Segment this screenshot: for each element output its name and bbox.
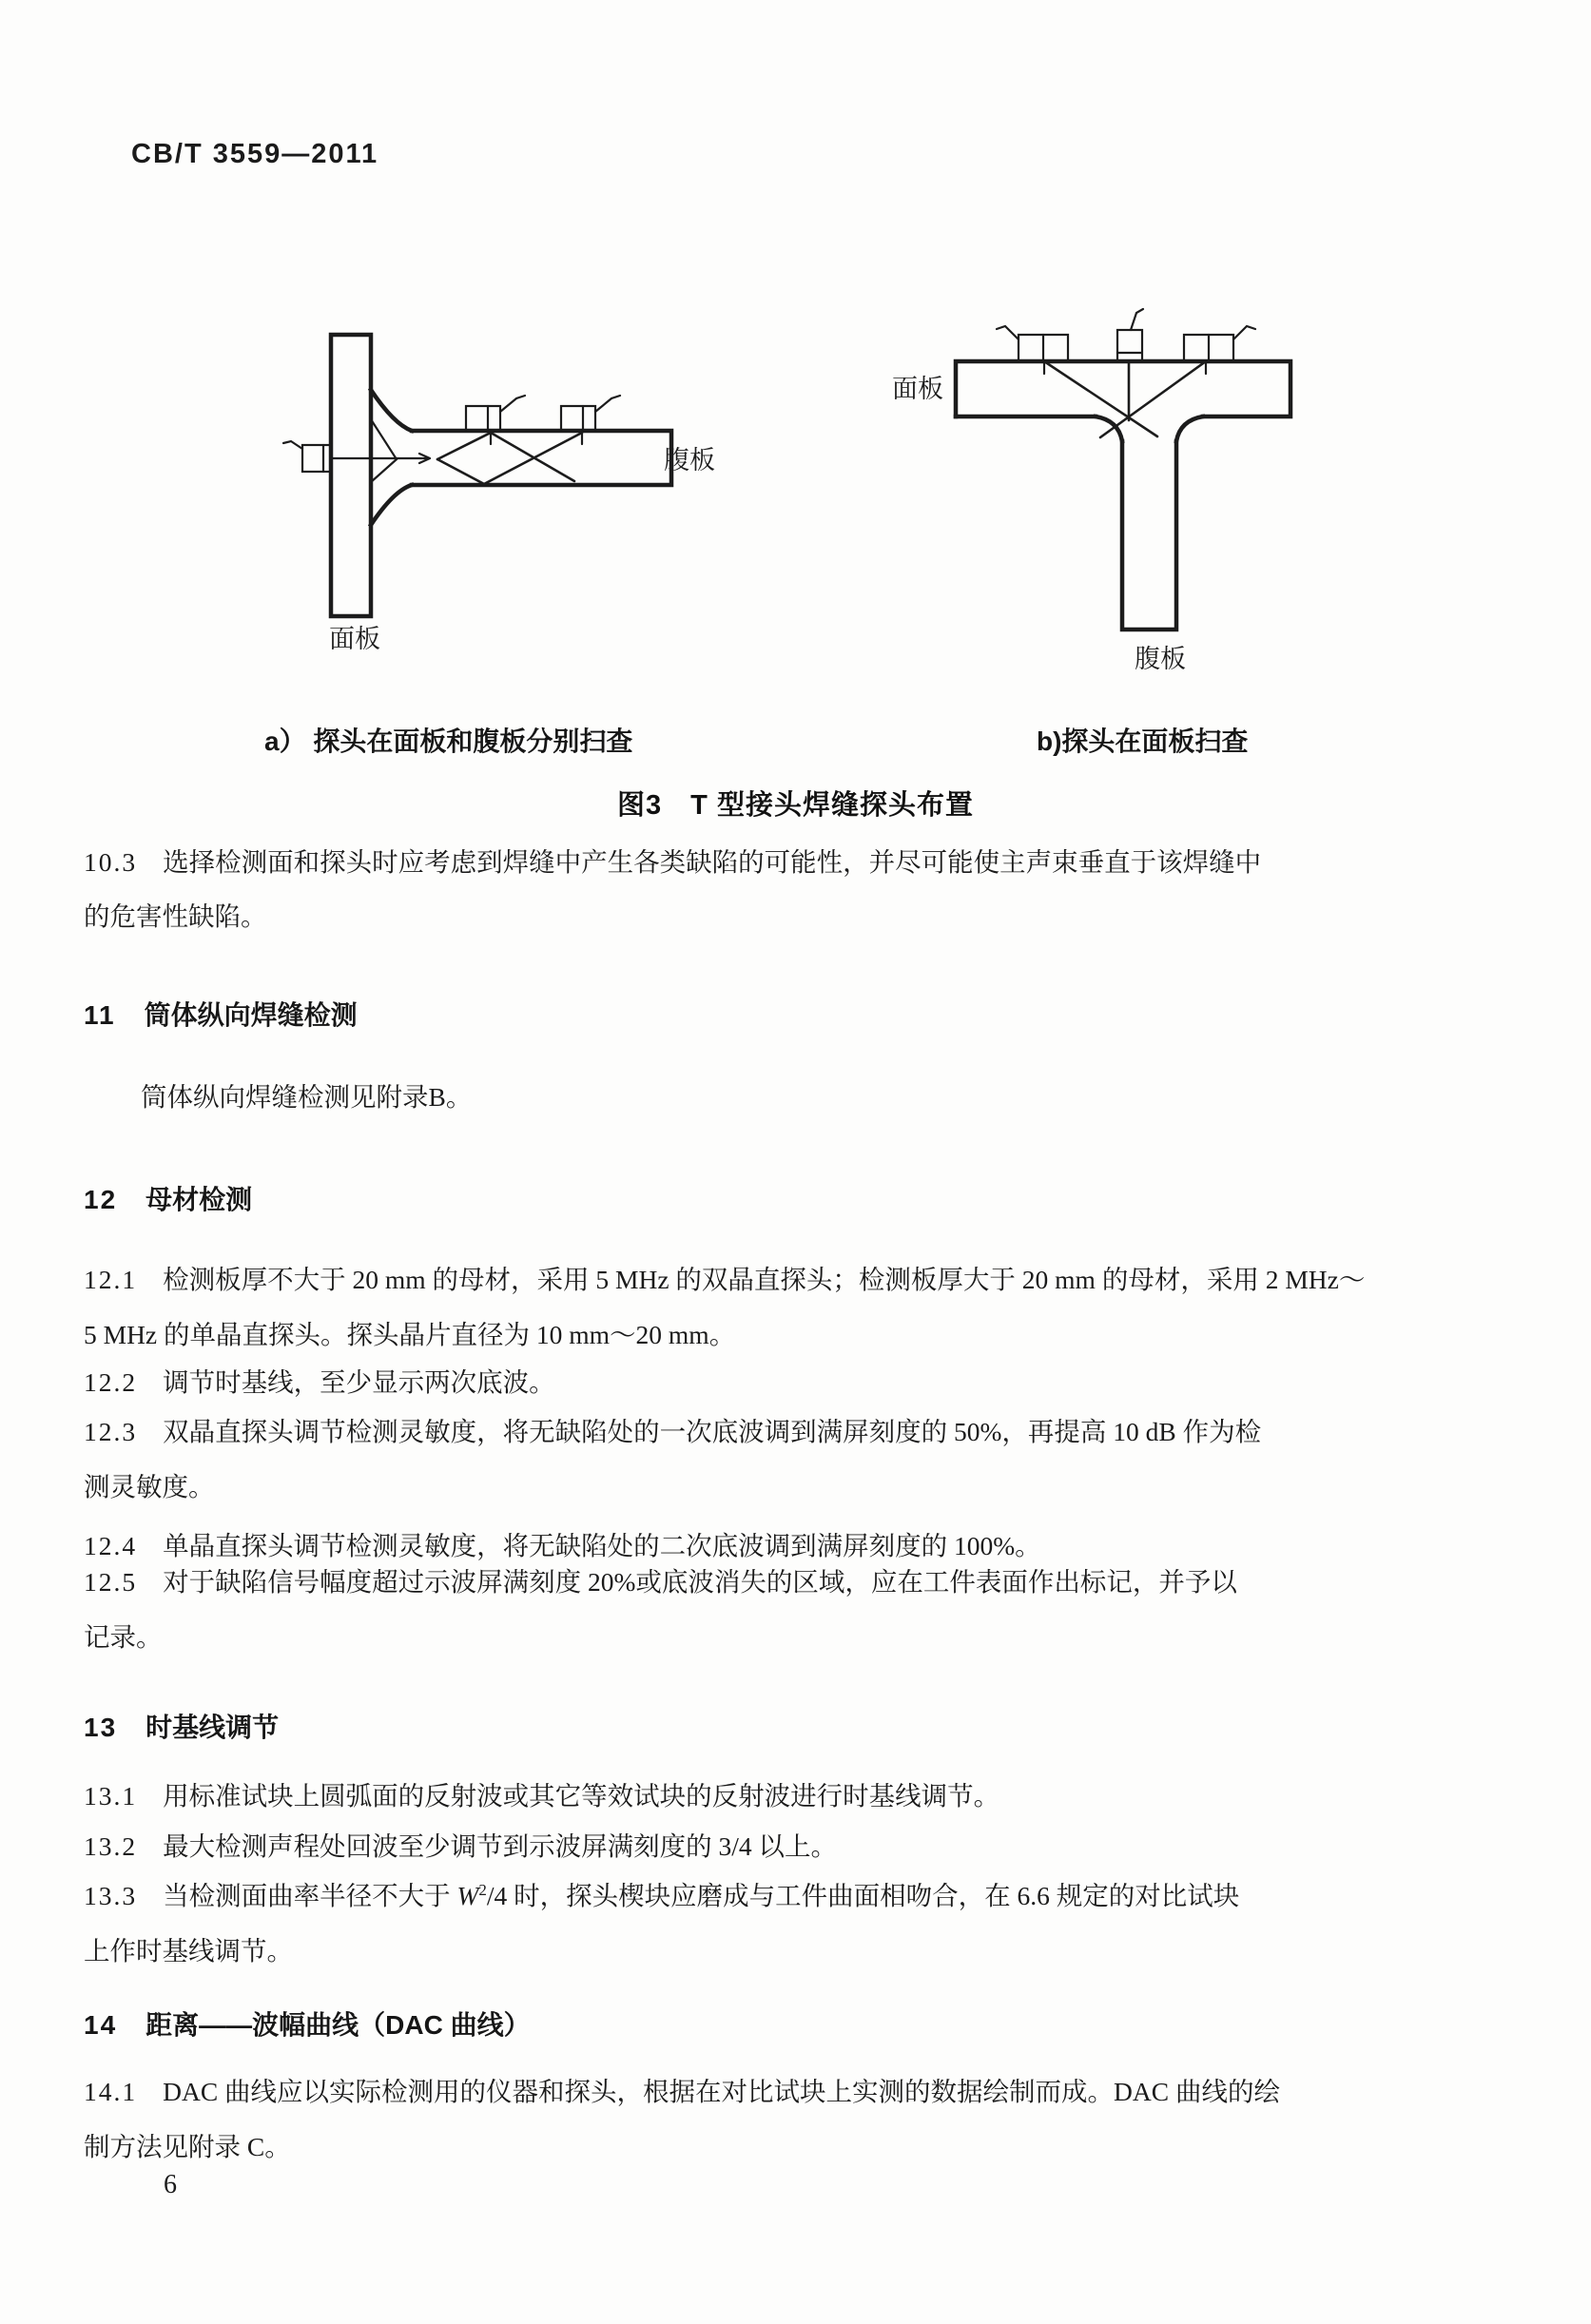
- para-12-1-line2: 5 MHz 的单晶直探头。探头晶片直径为 10 mm～20 mm。: [84, 1320, 736, 1349]
- section-number: 12.2: [84, 1367, 138, 1397]
- beam-arrow: [333, 454, 430, 463]
- web-plate-label: 腹板: [664, 446, 715, 474]
- heading-12: 12 母材检测: [84, 1185, 253, 1214]
- section-number: 12.1: [84, 1265, 138, 1294]
- formula-exponent: 2: [478, 1880, 487, 1899]
- probe-cable: [500, 396, 525, 412]
- doc-number: CB/T 3559—2011: [131, 139, 379, 169]
- angle-probe-2: [561, 396, 620, 444]
- para-12-2: 12.2 调节时基线，至少显示两次底波。: [84, 1367, 555, 1397]
- probe-cable: [1233, 326, 1255, 339]
- section-number: 13: [84, 1713, 118, 1742]
- section-number: 13.3: [84, 1881, 138, 1910]
- straight-probe-middle: [1117, 309, 1143, 361]
- angle-probe-left: [997, 326, 1068, 374]
- section-number: 11: [84, 1000, 116, 1030]
- para-13-3-line2: 上作时基线调节。: [84, 1936, 293, 1966]
- face-plate-label: 面板: [892, 375, 943, 403]
- web-plate-label: 腹板: [1135, 645, 1186, 673]
- section-number: 12.5: [84, 1567, 138, 1597]
- web-plate: [1122, 441, 1176, 629]
- section-number: 14: [84, 2010, 118, 2040]
- section-number: 13.2: [84, 1831, 138, 1861]
- para-13-2: 13.2 最大检测声程处回波至少调节到示波屏满刻度的 3/4 以上。: [84, 1831, 838, 1861]
- para-14-1-line1: 14.1 DAC 曲线应以实际检测用的仪器和探头，根据在对比试块上实测的数据绘制而成。DAC 曲线的绘: [84, 2077, 1280, 2106]
- weld-root-lines: [371, 419, 397, 482]
- section-number: 12.3: [84, 1417, 138, 1446]
- para-14-1-line2: 制方法见附录 C。: [84, 2132, 291, 2161]
- beam-paths: [437, 433, 582, 484]
- probe-cable: [1131, 309, 1143, 330]
- formula-w: W: [456, 1881, 479, 1910]
- para-10-3-line2: 的危害性缺陷。: [84, 901, 267, 931]
- probe-cable: [283, 441, 302, 449]
- heading-11: 11 筒体纵向焊缝检测: [84, 1000, 358, 1030]
- heading-13: 13 时基线调节: [84, 1713, 280, 1742]
- para-13-3-line1: 13.3 当检测面曲率半径不大于 $W^2/4$ 时，探头楔块应磨成与工件曲面相吻合，在 6.6 规定的对比试块: [84, 1880, 1240, 1910]
- para-12-4: 12.4 单晶直探头调节检测灵敏度，将无缺陷处的二次底波调到满屏刻度的 100%。: [84, 1531, 1041, 1560]
- para-12-3-line2: 测灵敏度。: [84, 1472, 215, 1501]
- para-12-3-line1: 12.3 双晶直探头调节检测灵敏度，将无缺陷处的一次底波调到满屏刻度的 50%，再提高 10 dB 作为检: [84, 1417, 1262, 1446]
- section-number: 13.1: [84, 1781, 138, 1811]
- diagram-a-t-joint-probes: [190, 190, 723, 723]
- section-number: 10.3: [84, 847, 138, 877]
- angle-probe-right: [1184, 326, 1255, 374]
- diagram-b-t-joint-probes: [856, 181, 1388, 713]
- para-12-5-line1: 12.5 对于缺陷信号幅度超过示波屏满刻度 20%或底波消失的区域，应在工件表面作出标记，并予以: [84, 1567, 1237, 1597]
- para-10-3-line1: 10.3 选择检测面和探头时应考虑到焊缝中产生各类缺陷的可能性，并尽可能使主声束垂直于该焊缝中: [84, 847, 1262, 877]
- face-plate: [331, 335, 371, 616]
- section-number: 12: [84, 1185, 118, 1214]
- probe-cable: [997, 326, 1019, 339]
- para-11: 筒体纵向焊缝检测见附录B。: [141, 1082, 473, 1112]
- face-plate: [956, 361, 1290, 441]
- caption-b: b)探头在面板扫查: [1037, 726, 1249, 756]
- para-12-1-line1: 12.1 检测板厚不大于 20 mm 的母材，采用 5 MHz 的双晶直探头；检测板厚大于 20 mm 的母材，采用 2 MHz～: [84, 1265, 1366, 1294]
- page-number: 6: [164, 2170, 177, 2199]
- heading-14: 14 距离——波幅曲线（DAC 曲线）: [84, 2010, 531, 2040]
- face-plate-label: 面板: [329, 625, 380, 653]
- section-number: 14.1: [84, 2077, 138, 2106]
- figure-title: 图3 T 型接头焊缝探头布置: [617, 790, 974, 821]
- probe-cable: [595, 396, 620, 412]
- para-12-5-line2: 记录。: [84, 1622, 163, 1652]
- para-13-1: 13.1 用标准试块上圆弧面的反射波或其它等效试块的反射波进行时基线调节。: [84, 1781, 1000, 1811]
- straight-probe: [283, 441, 430, 472]
- section-number: 12.4: [84, 1531, 138, 1560]
- caption-a: a） 探头在面板和腹板分别扫查: [264, 726, 633, 756]
